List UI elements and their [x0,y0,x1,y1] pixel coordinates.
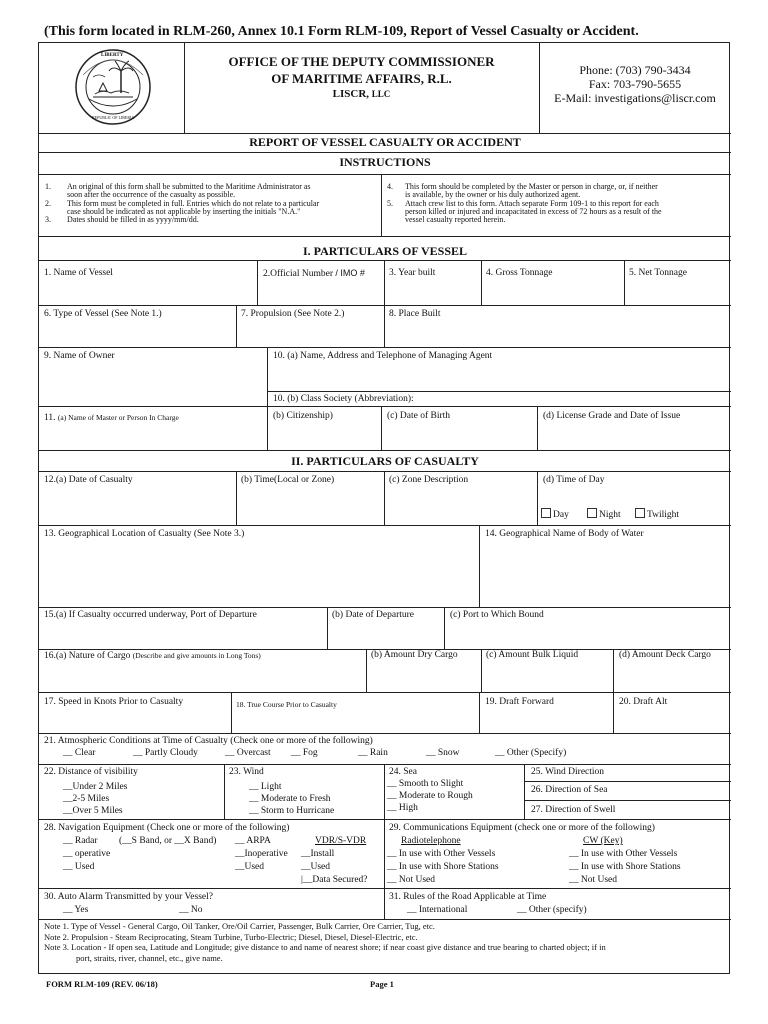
liscr-llc: LLC [371,89,391,99]
rules-international-option[interactable]: __ International [407,905,468,915]
vdr-option[interactable]: VDR/S-VDR [315,836,367,846]
arpa-used[interactable]: __Used [235,862,265,872]
partly-cloudy-option[interactable]: __ Partly Cloudy [133,748,198,758]
cw-shore-stations[interactable]: __ In use with Shore Stations [569,862,681,872]
form-location-title: (This form located in RLM-260, Annex 10.1 Form RLM-109, Report of Vessel Casualty or Accident. [44,24,639,39]
alarm-no-option[interactable]: __ No [179,905,203,915]
band-option[interactable]: (__S Band, or __X Band) [119,836,217,846]
bulk-liquid-field[interactable]: (c) Amount Bulk Liquid [486,650,579,660]
arpa-option[interactable]: __ ARPA [235,836,271,846]
rules-of-road-label: 31. Rules of the Road Applicable at Time [389,892,547,902]
speed-field[interactable]: 17. Speed in Knots Prior to Casualty [44,697,184,707]
note-1: Note 1. Type of Vessel - General Cargo, Oil Tanker, Ore/Oil Carrier, Passenger, Bulk Carrier, Ore Carrier, Tug, etc. [44,921,435,931]
notes-block [44,921,606,963]
fax-number: Fax: 703-790-5655 [588,77,682,91]
auto-alarm-label: 30. Auto Alarm Transmitted by your Vessel? [44,892,213,902]
owner-name-field[interactable]: 9. Name of Owner [44,351,115,361]
sea-moderate[interactable]: __ Moderate to Rough [387,791,473,801]
wind-storm[interactable]: __ Storm to Hurricane [249,806,335,816]
cw-not-used[interactable]: __ Not Used [569,875,618,885]
sea-direction-field[interactable]: 26. Direction of Sea [531,785,608,795]
cw-other-vessels[interactable]: __ In use with Other Vessels [569,849,678,859]
other-option[interactable]: __ Other (Specify) [495,748,567,758]
night-checkbox[interactable]: Night [587,508,621,521]
vessel-type-field[interactable]: 6. Type of Vessel (See Note 1.) [44,309,162,319]
clear-option[interactable]: __ Clear [63,748,96,758]
instructions-title: INSTRUCTIONS [339,155,431,169]
communications-equipment-label: 29. Communications Equipment (check one or more of the following) [389,823,655,833]
body-of-water-field[interactable]: 14. Geographical Name of Body of Water [485,529,644,539]
visibility-label: 22. Distance of visibility [44,767,138,777]
class-society-field[interactable]: 10. (b) Class Society (Abbreviation): [273,394,414,404]
cw-key-option[interactable]: CW (Key) [583,836,623,846]
atmospheric-conditions-label: 21. Atmospheric Conditions at Time of Casualty (Check one or more of the following) [44,736,373,746]
instructions-left: 1. An original of this form shall be submitted to the Maritime Administrator as soon after the occurrence of the casualty as possible. 2. This form must be completed in full. Entries which do not relate to a particular case should be indicated as not applicable by inserting the initials "N.A." 3. Dates should be filled in as yyyy/mm/dd. [45,182,320,225]
casualty-date-field[interactable]: 12.(a) Date of Casualty [44,475,133,485]
seal-bottom-text: REPUBLIC OF LIBERIA [92,115,135,120]
propulsion-field[interactable]: 7. Propulsion (See Note 2.) [241,309,345,319]
vdr-install[interactable]: __Install [301,849,335,859]
checkbox-icon [541,508,551,518]
swell-direction-field[interactable]: 27. Direction of Swell [531,805,616,815]
note-3-continued: port, straits, river, channel, etc., give name. [76,952,223,963]
time-of-day-label: (d) Time of Day [543,475,605,485]
rules-other-option[interactable]: __ Other (specify) [517,905,587,915]
sea-smooth[interactable]: __ Smooth to Slight [387,779,464,789]
zone-description-field[interactable]: (c) Zone Description [389,475,469,485]
visibility-under-2[interactable]: __Under 2 Miles [63,782,128,792]
radiotel-other-vessels[interactable]: __ In use with Other Vessels [387,849,496,859]
master-name-field[interactable]: 11. (a) Name of Master or Person In Charge [44,413,179,423]
wind-moderate[interactable]: __ Moderate to Fresh [249,794,331,804]
radiotel-shore-stations[interactable]: __ In use with Shore Stations [387,862,499,872]
wind-label: 23. Wind [229,767,264,777]
sea-high[interactable]: __ High [387,803,418,813]
arpa-inoperative[interactable]: __Inoperative [235,849,288,859]
page-number: Page 1 [370,979,394,989]
nature-of-cargo-field[interactable]: 16.(a) Nature of Cargo (Describe and give amounts in Long Tons) [44,651,261,661]
note-3: Note 3. Location - If open sea, Latitude and Longitude; give distance to and name of nearest shore; if near coast give distance and true bearing to charted object; if in [44,942,606,952]
citizenship-field[interactable]: (b) Citizenship) [273,411,333,421]
draft-forward-field[interactable]: 19. Draft Forward [485,697,554,707]
instructions-right: 4. This form should be completed by the Master or person in charge, or, if neither is available, by the owner or his duly authorized agent. 5. Attach crew list to this form. Attach separate Form 109-1 to this report for each person killed or injured and incapacitated in excess of 72 hours as a result of the vessel casualty reported herein. [387,182,662,225]
office-line2: OF MARITIME AFFAIRS, R.L. [271,71,452,86]
rain-option[interactable]: __ Rain [358,748,388,758]
date-of-birth-field[interactable]: (c) Date of Birth [387,411,451,421]
geographical-location-field[interactable]: 13. Geographical Location of Casualty (See Note 3.) [44,529,245,539]
sea-label: 24. Sea [389,767,417,777]
liberia-seal [73,47,153,127]
snow-option[interactable]: __ Snow [426,748,460,758]
license-grade-field[interactable]: (d) License Grade and Date of Issue [543,411,681,421]
checkbox-icon [635,508,645,518]
section-vessel-title: I. PARTICULARS OF VESSEL [302,244,468,258]
radar-operative[interactable]: __ operative [63,849,111,859]
form-revision: FORM RLM-109 (REV. 06/18) [46,979,158,989]
deck-cargo-field[interactable]: (d) Amount Deck Cargo [619,650,711,660]
dry-cargo-field[interactable]: (b) Amount Dry Cargo [371,650,458,660]
year-built-field[interactable]: 3. Year built [389,268,436,278]
vdr-data-secured[interactable]: |__Data Secured? [301,875,368,885]
true-course-field[interactable]: 18. True Course Prior to Casualty [236,700,337,709]
port-bound-field[interactable]: (c) Port to Which Bound [450,610,544,620]
radiotel-not-used[interactable]: __ Not Used [387,875,436,885]
date-of-departure-field[interactable]: (b) Date of Departure [332,610,415,620]
report-title: REPORT OF VESSEL CASUALTY OR ACCIDENT [249,135,521,149]
draft-alt-field[interactable]: 20. Draft Alt [619,697,668,707]
seal-top-text: LIBERTY [101,53,124,58]
twilight-checkbox[interactable]: Twilight [635,508,679,521]
radiotelephone-option[interactable]: Radiotelephone [401,836,461,846]
form-frame [38,42,730,974]
section-casualty-title: II. PARTICULARS OF CASUALTY [291,454,479,468]
phone-number: Phone: (703) 790-3434 [579,63,691,77]
fog-option[interactable]: __ Fog [291,748,318,758]
investigations-email[interactable]: E-Mail: investigations@liscr.com [554,91,716,105]
casualty-time-field[interactable]: (b) Time(Local or Zone) [241,475,335,485]
radar-option[interactable]: __ Radar [63,836,98,846]
port-of-departure-field[interactable]: 15.(a) If Casualty occurred underway, Port of Departure [44,610,257,620]
vdr-used[interactable]: __Used [301,862,331,872]
liscr-name: LISCR, [332,88,370,100]
note-2: Note 2. Propulsion - Steam Reciprocating, Steam Turbine, Turbo-Electric; Diesel, Diesel, Diesel-Electric, etc. [44,931,418,942]
wind-light[interactable]: __ Light [249,782,282,792]
net-tonnage-field[interactable]: 5. Net Tonnage [629,268,687,278]
vessel-name-field[interactable]: 1. Name of Vessel [44,268,113,278]
visibility-over-5[interactable]: __Over 5 Miles [63,806,123,816]
navigation-equipment-label: 28. Navigation Equipment (Check one or more of the following) [44,823,290,833]
gross-tonnage-field[interactable]: 4. Gross Tonnage [486,268,553,278]
place-built-field[interactable]: 8. Place Built [389,309,441,319]
day-checkbox[interactable]: Day [541,508,569,521]
wind-direction-field[interactable]: 25. Wind Direction [531,767,605,777]
alarm-yes-option[interactable]: __ Yes [63,905,89,915]
overcast-option[interactable]: __ Overcast [225,748,271,758]
official-number-field[interactable]: 2.Official Number / IMO # [263,268,365,279]
checkbox-icon [587,508,597,518]
visibility-2-5[interactable]: __2-5 Miles [63,794,110,804]
managing-agent-field[interactable]: 10. (a) Name, Address and Telephone of Managing Agent [273,351,493,361]
radar-used[interactable]: __ Used [63,862,95,872]
office-line1: OFFICE OF THE DEPUTY COMMISSIONER [228,54,495,69]
